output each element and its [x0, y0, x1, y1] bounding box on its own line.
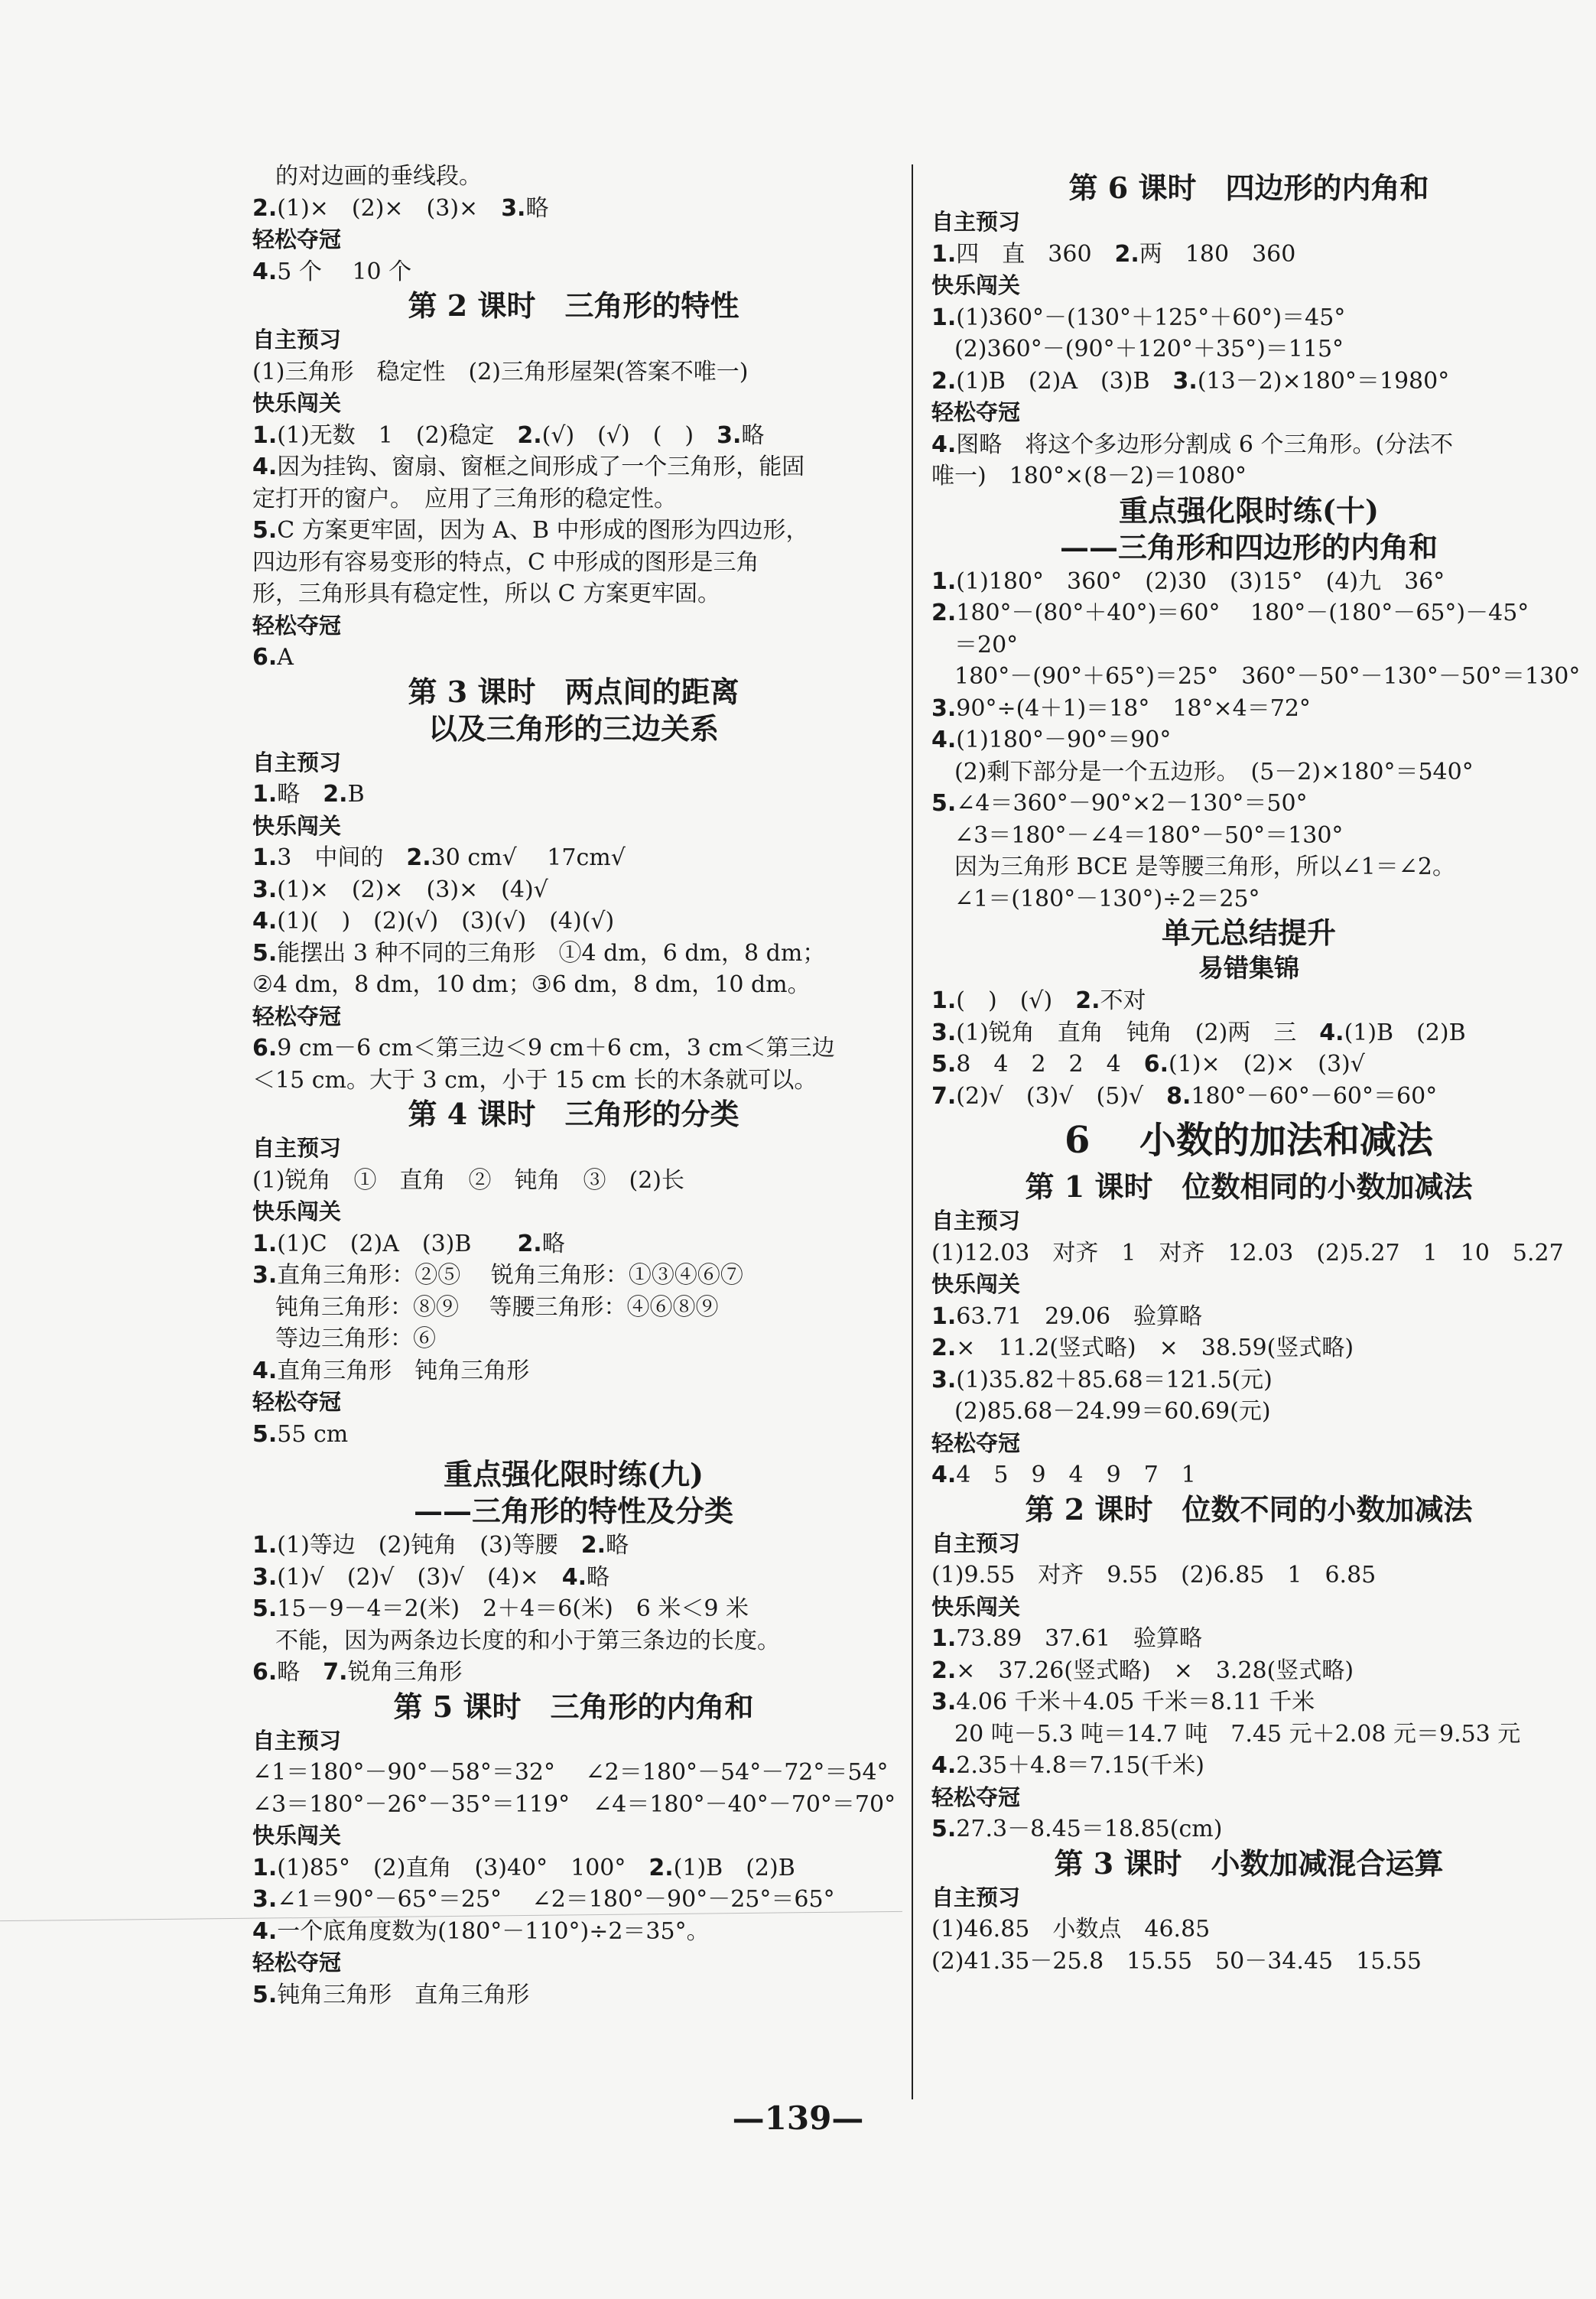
section-title: 重点强化限时练(九)	[444, 1457, 704, 1491]
item-number: 3.	[931, 694, 957, 722]
item-number: 3.	[501, 194, 526, 222]
answer-item	[252, 842, 895, 874]
subsection-label: 自主预习	[931, 1884, 1021, 1910]
item-answer: ∠1＝90°－65°＝25° ∠2＝180°－90°－25°＝65°	[277, 1886, 835, 1913]
item-answer: (1)等边 (2)钝角 (3)等腰	[277, 1532, 581, 1559]
item-number: 6.	[252, 1659, 278, 1686]
item-answer: 直角三角形：②⑤ 锐角三角形：①③④⑥⑦	[277, 1262, 743, 1289]
item-answer: (2)√ (3)√ (5)√	[956, 1082, 1167, 1110]
page-number: —139—	[732, 2099, 864, 2137]
item-number: 2.	[517, 421, 542, 449]
item-number: 5.	[252, 517, 278, 544]
answer-item	[252, 1884, 895, 1916]
answer-item	[931, 1750, 1566, 1782]
item-answer: 略	[541, 1230, 565, 1257]
item-answer: 4.06 千米＋4.05 千米＝8.11 千米	[956, 1689, 1315, 1715]
section-title: 第 6 课时 四边形的内角和	[1068, 171, 1429, 205]
item-number: 3.	[931, 1366, 957, 1393]
item-number: 3.	[1172, 367, 1198, 395]
subsection-label: 轻松夺冠	[252, 1003, 342, 1029]
item-number: 5.	[252, 1981, 278, 2008]
subsection-label: 自主预习	[252, 749, 342, 776]
item-answer: (1)B (2)B	[673, 1854, 795, 1881]
item-number: 2.	[931, 1335, 957, 1361]
section-title: 第 3 课时 小数加减混合运算	[1054, 1845, 1444, 1881]
answer-text: 定打开的窗户。 应用了三角形的稳定性。	[252, 485, 677, 512]
answer-text: 因为三角形 BCE 是等腰三角形，所以∠1＝∠2。	[954, 854, 1455, 880]
subsection-label: 自主预习	[252, 1727, 342, 1754]
answer-item	[931, 1081, 1566, 1113]
answer-item	[252, 779, 895, 811]
answer-item	[931, 566, 1566, 598]
answer-text: (2)41.35－25.8 15.55 50－34.45 15.55	[931, 1947, 1422, 1975]
section-title: 第 3 课时 两点间的距离	[408, 674, 739, 709]
answer-item	[931, 1623, 1566, 1655]
chapter-title: 6 小数的加法和减法	[1064, 1119, 1434, 1162]
item-answer: 略	[277, 1659, 323, 1686]
item-answer: × 11.2(竖式略) × 38.59(竖式略)	[956, 1335, 1354, 1361]
answer-text: 不能，因为两条边长度的和小于第三条边的长度。	[275, 1627, 780, 1654]
item-answer: 4 5 9 4 9 7 1	[956, 1462, 1196, 1488]
section-title: ——三角形和四边形的内角和	[1059, 529, 1438, 564]
item-answer: 180°－(80°＋40°)＝60° 180°－(180°－65°)－45°	[956, 600, 1529, 626]
item-answer: 27.3－8.45＝18.85(cm)	[956, 1816, 1223, 1842]
item-answer: 15－9－4＝2(米) 2＋4＝6(米) 6 米＜9 米	[277, 1595, 749, 1622]
item-number: 4.	[1319, 1019, 1344, 1046]
item-answer: (13－2)×180°＝1980°	[1197, 367, 1450, 395]
item-number: 2.	[1075, 987, 1100, 1014]
answer-item	[252, 1355, 895, 1387]
subsection-label: 快乐闯关	[252, 1823, 342, 1849]
item-number: 4.	[252, 1357, 278, 1384]
item-number: 1.	[252, 1532, 278, 1559]
item-answer: 63.71 29.06 验算略	[956, 1302, 1203, 1330]
item-answer: (1)锐角 直角 钝角 (2)两 三	[956, 1019, 1320, 1046]
subsection-label: 快乐闯关	[252, 1198, 342, 1224]
item-number: 5.	[931, 1816, 957, 1842]
answer-item	[252, 193, 895, 225]
item-answer: (1)× (2)× (3)× (4)√	[277, 876, 548, 903]
answer-text: (2)360°－(90°＋120°＋35°)＝115°	[954, 336, 1344, 363]
answer-item	[931, 985, 1566, 1017]
item-number: 3.	[252, 1262, 278, 1289]
item-number: 2.	[323, 781, 348, 808]
item-number: 6.	[252, 644, 278, 671]
item-answer: C 方案更牢固，因为 A、B 中形成的图形为四边形，	[277, 517, 809, 544]
item-answer: 30 cm√ 17cm√	[431, 844, 626, 871]
answer-text: 唯一) 180°×(8－2)＝1080°	[931, 463, 1247, 489]
item-answer: 9 cm－6 cm＜第三边＜9 cm＋6 cm，3 cm＜第三边	[277, 1035, 835, 1062]
answer-text: ②4 dm，8 dm，10 dm；③6 dm，8 dm，10 dm。	[252, 971, 811, 998]
subsection-label: 自主预习	[931, 1208, 1021, 1234]
answer-item	[931, 724, 1566, 756]
item-answer: 直角三角形 钝角三角形	[277, 1357, 530, 1384]
item-number: 4.	[252, 258, 278, 285]
answer-text: (1)12.03 对齐 1 对齐 12.03 (2)5.27 1 10 5.27	[931, 1239, 1564, 1267]
item-number: 4.	[252, 1917, 278, 1945]
item-answer: (1)B (2)B	[1344, 1019, 1466, 1046]
item-number: 5.	[252, 1420, 278, 1448]
item-number: 1.	[252, 844, 278, 871]
item-answer: 略	[277, 781, 323, 808]
item-answer: 不对	[1100, 987, 1146, 1014]
answer-item	[252, 451, 895, 483]
subsection-label: 轻松夺冠	[252, 1949, 342, 1975]
answer-item	[252, 1530, 895, 1562]
answer-text: 形，三角形具有稳定性，所以 C 方案更牢固。	[252, 580, 721, 607]
subsection-label: 快乐闯关	[252, 390, 342, 416]
item-number: 6.	[1143, 1051, 1169, 1078]
item-answer: 略	[741, 421, 765, 449]
item-answer: × 37.26(竖式略) × 3.28(竖式略)	[956, 1657, 1354, 1684]
item-number: 4.	[931, 1752, 957, 1779]
answer-item	[252, 420, 895, 452]
answer-item	[931, 1301, 1566, 1333]
item-answer: (√) (√) ( )	[541, 421, 717, 449]
item-number: 7.	[323, 1659, 348, 1686]
item-answer: (1)√ (2)√ (3)√ (4)×	[277, 1563, 562, 1591]
answer-text: (1)三角形 稳定性 (2)三角形屋架(答案不唯一)	[252, 358, 749, 385]
answer-text: 等边三角形：⑥	[275, 1325, 436, 1352]
answer-item	[252, 1260, 895, 1292]
answer-text: ∠3＝180°－26°－35°＝119° ∠4＝180°－40°－70°＝70°	[252, 1790, 896, 1818]
section-title: 第 5 课时 三角形的内角和	[393, 1689, 754, 1724]
item-number: 5.	[252, 939, 278, 967]
item-number: 5.	[931, 1051, 957, 1078]
section-title: 第 2 课时 位数不同的小数加减法	[1025, 1491, 1473, 1527]
item-number: 2.	[252, 194, 278, 222]
item-answer: (1)( ) (2)(√) (3)(√) (4)(√)	[277, 908, 615, 935]
section-title: ——三角形的特性及分类	[413, 1494, 733, 1528]
answer-item	[252, 256, 895, 288]
item-answer: 因为挂钩、窗扇、窗框之间形成了一个三角形，能固	[277, 454, 805, 480]
section-title: 第 1 课时 位数相同的小数加减法	[1025, 1169, 1473, 1204]
subsection-label: 自主预习	[931, 1530, 1021, 1556]
item-number: 8.	[1166, 1082, 1191, 1110]
answer-item	[931, 1049, 1566, 1081]
answer-text: ＝20°	[954, 631, 1019, 658]
answer-item	[931, 1017, 1566, 1049]
answer-item	[931, 1459, 1566, 1491]
item-answer: A	[277, 644, 294, 671]
subsection-label: 轻松夺冠	[931, 1784, 1021, 1810]
column-divider	[912, 164, 913, 2099]
answer-text: 钝角三角形：⑧⑨ 等腰三角形：④⑥⑧⑨	[275, 1293, 719, 1321]
item-answer: (1)85° (2)直角 (3)40° 100°	[277, 1854, 649, 1881]
answer-text: 20 吨－5.3 吨＝14.7 吨 7.45 元＋2.08 元＝9.53 元	[954, 1720, 1521, 1748]
answer-item	[252, 1852, 895, 1884]
section-title: 第 2 课时 三角形的特性	[408, 288, 739, 323]
answer-item	[931, 366, 1566, 398]
item-answer: (1)35.82＋85.68＝121.5(元)	[956, 1366, 1273, 1393]
answer-item	[931, 693, 1566, 725]
answer-item	[252, 938, 895, 970]
answer-item	[252, 1979, 895, 2011]
subsection-label: 轻松夺冠	[252, 612, 342, 639]
answer-item	[252, 1032, 895, 1065]
item-answer: 略	[525, 194, 549, 222]
item-number: 3.	[717, 421, 742, 449]
answer-item	[252, 642, 895, 674]
left-column	[252, 161, 895, 2011]
answer-item	[252, 1419, 895, 1451]
item-number: 3.	[252, 1886, 278, 1913]
section-title: 第 4 课时 三角形的分类	[408, 1097, 739, 1131]
answer-text: ＜15 cm。大于 3 cm，小于 15 cm 长的木条就可以。	[252, 1066, 818, 1094]
item-answer: (1)C (2)A (3)B	[277, 1230, 518, 1257]
item-number: 4.	[252, 454, 278, 480]
answer-item	[252, 874, 895, 906]
subsection-label: 自主预习	[931, 209, 1021, 235]
subsection-label: 快乐闯关	[931, 1271, 1021, 1297]
item-number: 1.	[931, 304, 957, 331]
item-answer: 图略 将这个多边形分割成 6 个三角形。(分法不	[956, 431, 1454, 458]
item-answer: 一个底角度数为(180°－110°)÷2＝35°。	[277, 1917, 710, 1945]
item-number: 1.	[931, 1302, 957, 1330]
answer-text: ∠3＝180°－∠4＝180°－50°＝130°	[954, 821, 1344, 849]
item-answer: 四 直 360	[956, 240, 1115, 268]
item-answer: ∠4＝360°－90°×2－130°＝50°	[956, 790, 1308, 817]
item-answer: B	[347, 781, 365, 808]
answer-item	[931, 429, 1566, 461]
item-answer: 能摆出 3 种不同的三角形 ①4 dm，6 dm，8 dm；	[277, 939, 826, 967]
answer-item	[931, 597, 1566, 629]
item-number: 1.	[252, 781, 278, 808]
item-answer: 73.89 37.61 验算略	[956, 1625, 1203, 1652]
item-answer: 2.35＋4.8＝7.15(千米)	[956, 1752, 1204, 1779]
item-answer: (1)× (2)× (3)×	[277, 194, 502, 222]
right-column	[931, 170, 1581, 1977]
answer-text: (2)85.68－24.99＝60.69(元)	[954, 1398, 1271, 1425]
item-answer: 钝角三角形 直角三角形	[277, 1981, 530, 2008]
item-number: 2.	[931, 600, 957, 626]
item-answer: 90°÷(4＋1)＝18° 18°×4＝72°	[956, 694, 1311, 722]
item-number: 2.	[931, 367, 957, 395]
answer-text: (2)剩下部分是一个五边形。 (5－2)×180°＝540°	[954, 758, 1474, 785]
answer-item	[252, 1228, 895, 1260]
item-number: 2.	[517, 1230, 542, 1257]
item-answer: (1)180° 360° (2)30 (3)15° (4)九 36°	[956, 567, 1445, 595]
section-title: 重点强化限时练(十)	[1119, 493, 1379, 528]
item-number: 3.	[931, 1689, 957, 1715]
section-subtitle: 易错集锦	[1198, 953, 1299, 983]
answer-item	[931, 788, 1566, 820]
item-answer: (1)× (2)× (3)√	[1169, 1051, 1365, 1078]
item-answer: 略	[587, 1563, 610, 1591]
answer-text: ∠1＝(180°－130°)÷2＝25°	[954, 885, 1260, 912]
item-answer: (1)360°－(130°＋125°＋60°)＝45°	[956, 304, 1346, 331]
section-title: 单元总结提升	[1161, 915, 1336, 950]
subsection-label: 快乐闯关	[252, 812, 342, 839]
item-answer: (1)B (2)A (3)B	[956, 367, 1173, 395]
item-number: 2.	[931, 1657, 957, 1684]
subsection-label: 快乐闯关	[931, 272, 1021, 298]
answer-item	[252, 515, 895, 547]
subsection-label: 自主预习	[252, 1135, 342, 1161]
item-answer: 180°－60°－60°＝60°	[1191, 1082, 1438, 1110]
item-number: 4.	[931, 727, 957, 753]
item-answer: 锐角三角形	[347, 1659, 463, 1686]
item-number: 1.	[931, 240, 957, 268]
item-answer: 两 180 360	[1139, 240, 1296, 268]
item-number: 7.	[931, 1082, 957, 1110]
answer-text: (1)46.85 小数点 46.85	[931, 1916, 1211, 1943]
item-answer: 略	[606, 1532, 629, 1559]
answer-text: (1)锐角 ① 直角 ② 钝角 ③ (2)长	[252, 1166, 684, 1194]
item-answer: 3 中间的	[277, 844, 407, 871]
subsection-label: 轻松夺冠	[252, 1389, 342, 1415]
answer-item	[252, 1562, 895, 1594]
item-number: 2.	[1114, 240, 1139, 268]
item-number: 3.	[931, 1019, 957, 1046]
item-number: 1.	[931, 987, 957, 1014]
item-number: 1.	[931, 1625, 957, 1652]
answer-text: 的对边画的垂线段。	[275, 163, 482, 190]
item-number: 2.	[648, 1854, 674, 1881]
answer-item	[931, 239, 1566, 271]
answer-item	[252, 906, 895, 938]
answer-text: ∠1＝180°－90°－58°＝32° ∠2＝180°－54°－72°＝54°	[252, 1759, 889, 1786]
item-number: 2.	[406, 844, 431, 871]
item-answer: 5 个 10 个	[277, 258, 412, 285]
item-number: 5.	[931, 790, 957, 817]
answer-item	[931, 1332, 1566, 1364]
subsection-label: 轻松夺冠	[931, 399, 1021, 425]
item-number: 4.	[561, 1563, 587, 1591]
item-number: 1.	[252, 1230, 278, 1257]
item-number: 4.	[931, 1462, 957, 1488]
item-number: 2.	[580, 1532, 606, 1559]
item-answer: 8 4 2 2 4	[956, 1051, 1144, 1078]
item-number: 4.	[931, 431, 957, 458]
section-title: 以及三角形的三边关系	[427, 711, 719, 746]
answer-text: 四边形有容易变形的特点，C 中形成的图形是三角	[252, 548, 759, 576]
item-number: 6.	[252, 1035, 278, 1062]
subsection-label: 自主预习	[252, 327, 342, 353]
item-number: 5.	[252, 1595, 278, 1622]
item-number: 1.	[931, 567, 957, 595]
item-number: 3.	[252, 1563, 278, 1591]
answer-text: (1)9.55 对齐 9.55 (2)6.85 1 6.85	[931, 1562, 1377, 1588]
item-number: 4.	[252, 908, 278, 935]
item-answer: 55 cm	[277, 1420, 349, 1448]
item-answer: ( ) (√)	[956, 987, 1076, 1014]
answer-item	[931, 1686, 1566, 1719]
spacer	[252, 1450, 895, 1456]
answer-item	[931, 302, 1566, 334]
item-number: 3.	[252, 876, 278, 903]
answer-item	[252, 1593, 895, 1625]
subsection-label: 轻松夺冠	[252, 226, 342, 252]
answer-item	[931, 1655, 1566, 1687]
item-number: 1.	[252, 421, 278, 449]
answer-item	[931, 1813, 1566, 1845]
answer-text: 180°－(90°＋65°)＝25° 360°－50°－130°－50°＝130°	[954, 663, 1581, 690]
item-answer: (1)180°－90°＝90°	[956, 727, 1172, 753]
subsection-label: 快乐闯关	[931, 1593, 1021, 1620]
answer-item	[252, 1916, 895, 1948]
item-number: 1.	[252, 1854, 278, 1881]
subsection-label: 轻松夺冠	[931, 1429, 1021, 1456]
answer-item	[252, 1657, 895, 1689]
item-answer: (1)无数 1 (2)稳定	[277, 421, 518, 449]
answer-item	[931, 1364, 1566, 1397]
